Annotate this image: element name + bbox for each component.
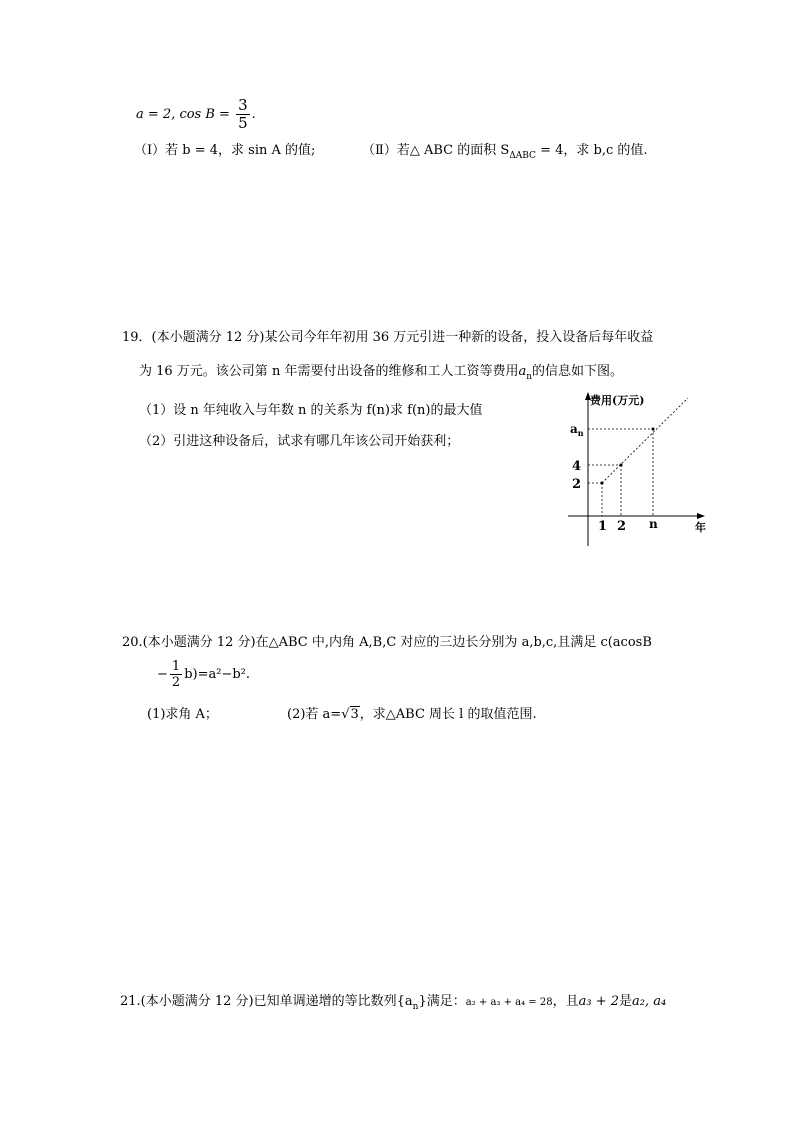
- q20-part2-sqrt: 3: [350, 707, 359, 722]
- q18-given-fraction: [236, 98, 250, 131]
- q18-frac-num: 3: [238, 96, 248, 114]
- q20-line1: 20.(本小题满分 12 分)在△ABC 中,内角 A,B,C 对应的三边长分别为 a,b,c,且满足 c(acosB: [122, 635, 652, 650]
- tick-y-4: 4: [572, 459, 582, 474]
- x-axis-arrow: [697, 513, 705, 519]
- q21-line1-formula: a₂ + a₃ + a₄ = 28: [465, 997, 553, 1008]
- q18-part2-pre: （Ⅱ）若△ ABC 的面积 S: [362, 143, 510, 158]
- q18-given-line: [136, 98, 256, 131]
- q20-part2-post: ，求△ABC 周长 l 的取值范围.: [359, 707, 537, 722]
- q19-part2: （2）引进这种设备后，试求有哪几年该公司开始获利；: [139, 434, 460, 449]
- tick-x-1: 1: [598, 519, 608, 534]
- tick-an-letter: a: [570, 422, 578, 436]
- cost-trend-line: [602, 398, 688, 483]
- q19-line2-var: a: [518, 364, 527, 379]
- q18-part2-sub: ΔABC: [509, 151, 536, 161]
- q18-part1: （Ⅰ）若 b = 4，求 sin A 的值;: [134, 143, 316, 158]
- q19-line1: 19．(本小题满分 12 分)某公司今年年初用 36 万元引进一种新的设备，投入设备后每年收益: [122, 330, 654, 345]
- point-n: [652, 428, 655, 431]
- q21-line1: [120, 990, 666, 1012]
- q18-given-suffix: .: [251, 107, 256, 122]
- q20-frac-den: 2: [171, 675, 181, 690]
- chart-y-label: 费用(万元): [590, 394, 645, 407]
- q18-part2-post: = 4，求 b,c 的值.: [535, 143, 648, 158]
- tick-an-sub: n: [577, 428, 584, 438]
- q20-part2: (2)若 a=√3，求△ABC 周长 l 的取值范围.: [287, 707, 537, 722]
- q19-line2: [139, 360, 623, 382]
- q20-part2-pre: (2)若 a=: [287, 707, 342, 722]
- q21-line1-pre: 21.(本小题满分 12 分)已知单调递增的等比数列{a: [120, 994, 413, 1009]
- q19-line2-pre: 为 16 万元。该公司第 n 年需要付出设备的维修和工人工资等费用: [139, 364, 519, 379]
- q21-line1-sub: n: [412, 1002, 419, 1012]
- q20-line2-minus: −: [157, 667, 168, 682]
- q19-part1: （1）设 n 年纯收入与年数 n 的关系为 f(n)求 f(n)的最大值: [139, 403, 483, 418]
- tick-y-2: 2: [572, 477, 582, 492]
- q21-line1-mid2: ，且: [552, 994, 579, 1009]
- q19-cost-chart: [560, 388, 740, 553]
- q18-frac-den: 5: [238, 114, 248, 132]
- tick-an: [570, 422, 584, 438]
- q19-line2-post: 的信息如下图。: [532, 364, 624, 379]
- q21-line1-a3: a₃ + 2: [578, 994, 619, 1009]
- q20-line2-post: b)=a²−b².: [184, 667, 250, 682]
- tick-x-n: n: [649, 517, 658, 531]
- q21-line1-tail: 是: [619, 994, 633, 1009]
- chart-x-label: 年: [695, 521, 706, 534]
- q21-line1-end: a₂, a₄: [632, 994, 667, 1009]
- point-1: [601, 482, 604, 485]
- q20-line2-fraction: [170, 660, 182, 689]
- q20-frac-num: 1: [171, 659, 181, 674]
- q18-given-prefix: a = 2, cos B =: [136, 107, 235, 122]
- q20-part1: (1)求角 A；: [147, 707, 218, 722]
- tick-x-2: 2: [617, 519, 627, 534]
- q18-part2: [362, 139, 648, 161]
- point-2: [620, 464, 623, 467]
- q21-line1-mid: }满足：: [418, 994, 466, 1009]
- q19-line2-sub: n: [526, 372, 533, 382]
- q20-line2: [157, 660, 250, 689]
